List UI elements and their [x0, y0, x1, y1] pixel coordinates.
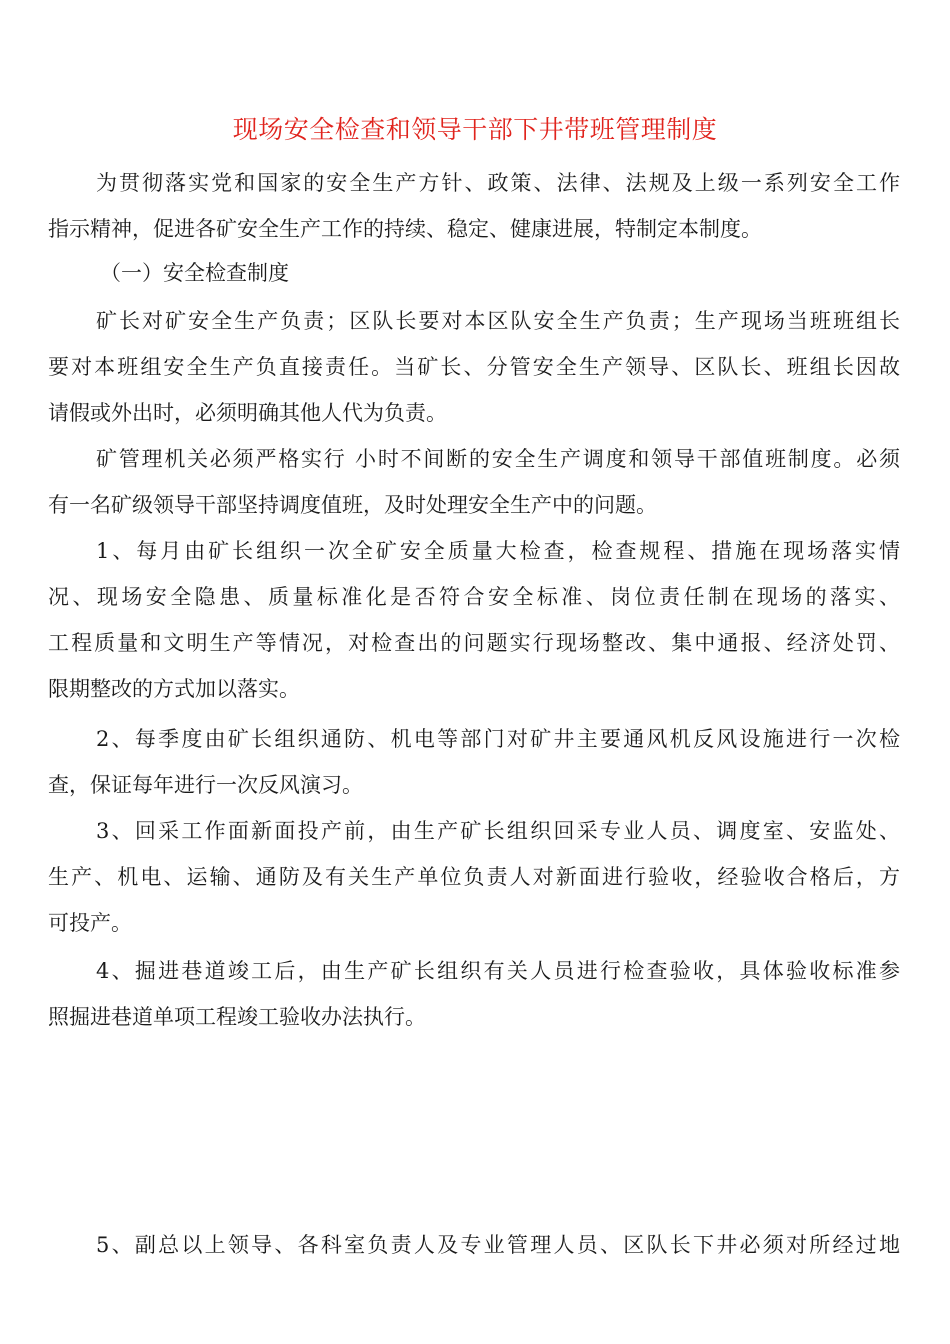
paragraph-line: 矿长对矿安全生产负责；区队长要对本区队安全生产负责；生产现场当班班组长	[96, 309, 900, 333]
list-item-5	[48, 1222, 900, 1268]
section-heading: （一）安全检查制度	[100, 261, 289, 285]
paragraph-line: 5、副总以上领导、各科室负责人及专业管理人员、区队长下井必须对所经过地	[96, 1233, 900, 1257]
paragraph-line: 1、每月由矿长组织一次全矿安全质量大检查，检查规程、措施在现场落实情	[96, 539, 900, 563]
paragraph-line: 4、掘进巷道竣工后，由生产矿长组织有关人员进行检查验收，具体验收标准参	[96, 959, 900, 983]
intro-paragraph	[48, 160, 900, 252]
paragraph-line: 指示精神，促进各矿安全生产工作的持续、稳定、健康进展，特制定本制度。	[48, 217, 762, 241]
paragraph-line: 生产、机电、运输、通防及有关生产单位负责人对新面进行验收，经验收合格后，方	[48, 865, 900, 889]
paragraph-line: 2、每季度由矿长组织通防、机电等部门对矿井主要通风机反风设施进行一次检	[96, 727, 900, 751]
paragraph-line: 为贯彻落实党和国家的安全生产方针、政策、法律、法规及上级一系列安全工作	[96, 171, 900, 195]
paragraph-line: 查，保证每年进行一次反风演习。	[48, 773, 363, 797]
list-item-4	[48, 948, 900, 1040]
paragraph-line: 3、回采工作面新面投产前，由生产矿长组织回采专业人员、调度室、安监处、	[96, 819, 900, 843]
document-title: 现场安全检查和领导干部下井带班管理制度	[232, 115, 718, 144]
paragraph-line: 有一名矿级领导干部坚持调度值班，及时处理安全生产中的问题。	[48, 493, 657, 517]
list-item-3	[48, 808, 900, 946]
paragraph-line: 况、现场安全隐患、质量标准化是否符合安全标准、岗位责任制在现场的落实、	[48, 585, 900, 609]
paragraph-line: 矿管理机关必须严格实行 小时不间断的安全生产调度和领导干部值班制度。必须	[96, 447, 900, 471]
paragraph-line: 请假或外出时，必须明确其他人代为负责。	[48, 401, 447, 425]
paragraph-line: 要对本班组安全生产负直接责任。当矿长、分管安全生产领导、区队长、班组长因故	[48, 355, 900, 379]
list-item-2	[48, 716, 900, 808]
paragraph-line: 工程质量和文明生产等情况，对检查出的问题实行现场整改、集中通报、经济处罚、	[48, 631, 900, 655]
paragraph-line: 限期整改的方式加以落实。	[48, 677, 300, 701]
paragraph-line: 可投产。	[48, 911, 132, 935]
paragraph-line: 照掘进巷道单项工程竣工验收办法执行。	[48, 1005, 426, 1029]
list-item-1	[48, 528, 900, 712]
dispatch-paragraph	[48, 436, 900, 528]
responsibility-paragraph	[48, 298, 900, 436]
